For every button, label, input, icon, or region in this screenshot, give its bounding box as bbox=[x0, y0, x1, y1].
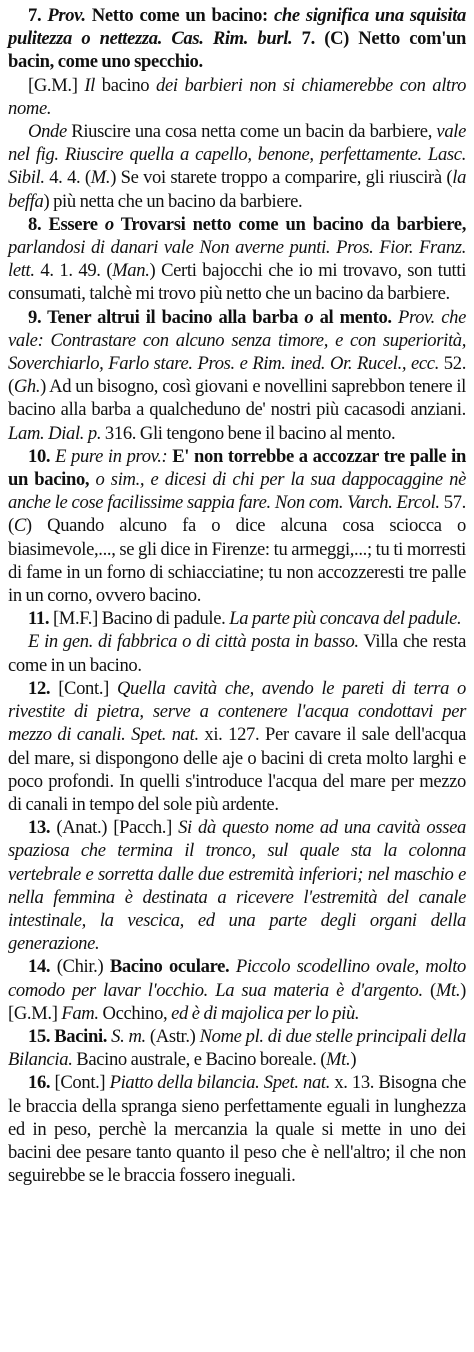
entry-text-run: Il bbox=[84, 74, 95, 96]
entry-text-run: 7. bbox=[28, 5, 48, 26]
entry-text-run: o sim., e dicesi di chi per la sua dappocaggine nè anche le cose facilissime sappia fare. Non com. Varch. Ercol. bbox=[8, 469, 466, 514]
dictionary-entry bbox=[8, 955, 466, 1025]
entry-text-run: bacino bbox=[95, 74, 157, 96]
entry-text-run: [M.F.] Bacino di padule. bbox=[49, 608, 230, 630]
entry-text-run: E' non torrebbe a accozzar tre palle in un bacino, bbox=[8, 445, 466, 491]
entry-text-run: Bacino oculare. bbox=[109, 956, 236, 978]
dictionary-entry bbox=[8, 607, 466, 630]
dictionary-entry bbox=[8, 816, 466, 955]
entry-text-run: ed è di majolica per lo più. bbox=[171, 1002, 360, 1024]
entry-text-run: Quella cavità che, avendo le pareti di terra o rivestite di pietra, serve a contenere l'acqua condottavi per mezzo di canali. Spet. nat. bbox=[8, 677, 466, 746]
entry-text-run: 7. (C) bbox=[292, 28, 349, 50]
entry-text-run: Fam. bbox=[61, 1002, 99, 1024]
entry-text-run: Onde bbox=[28, 121, 67, 143]
dictionary-entry bbox=[8, 1025, 466, 1071]
entry-text-run: Mt. bbox=[435, 979, 461, 1001]
entry-text-run: Prov. bbox=[47, 5, 86, 26]
entry-text-run: 12. bbox=[28, 677, 51, 699]
entry-text-run: Occhino, bbox=[98, 1002, 172, 1024]
entry-text-run: Piccolo scodellino ovale, molto comodo per lavar l'occhio. La sua materia è d'argento. bbox=[8, 956, 466, 1001]
entry-text-run: ) Se voi starete troppo a comparire, gli riuscirà ( bbox=[110, 167, 453, 189]
dictionary-entry bbox=[8, 74, 466, 120]
entry-text-run: ) Certi bajocchi che io mi trovavo, son tutti consumati, talchè mi trovo più netto che un bacino da barbiere. bbox=[8, 260, 467, 305]
entry-text-run: ) Ad un bisogno, così giovani e novellini saprebbon tenere il bacino alla barba a qualcheduno de' nostri più cacasodi anziani. bbox=[8, 376, 466, 421]
entry-text-run: 52. ( bbox=[8, 353, 466, 398]
entry-text-run: Bacino australe, e Bacino boreale. ( bbox=[72, 1049, 327, 1071]
entry-text-run: vale nel fig. Riuscire quella a capello, benone, perfettamente. Lasc. Sibil. bbox=[8, 121, 466, 189]
entry-text-run: ) Quando alcuno fa o dice alcuna cosa sciocca o biasimevole,..., se gli dice in Firenze: tu armeggi,...; tu ti morresti di fame in un forno di schiacciatine; tu non accozzeresti tre palle in un corno, ovvero bacino. bbox=[8, 515, 466, 607]
entry-text-run: o bbox=[304, 306, 314, 328]
entry-text-run: parlandosi di danari vale Non averne punti. Pros. Fior. Franz. lett. bbox=[8, 237, 466, 282]
entry-text-run: o bbox=[104, 213, 114, 235]
entry-text-run: Lam. Dial. p. bbox=[8, 422, 102, 444]
dictionary-entry bbox=[8, 120, 466, 213]
dictionary-entry bbox=[8, 630, 466, 676]
entry-text-run: E in gen. di fabbrica o di città posta in basso. bbox=[28, 631, 359, 653]
entry-text-run: 16. bbox=[28, 1072, 51, 1094]
entry-text-run: 4. 1. 49. ( bbox=[34, 260, 113, 282]
entry-text-run: La parte più concava del padule. bbox=[229, 608, 462, 630]
entry-text-run: E pure in prov.: bbox=[55, 445, 168, 467]
entry-text-run: (Astr.) bbox=[145, 1025, 200, 1047]
entry-text-run: ) bbox=[350, 1049, 357, 1071]
entry-text-run: 13. bbox=[28, 817, 51, 839]
entry-text-run: ( bbox=[422, 979, 436, 1001]
dictionary-entry bbox=[8, 213, 466, 306]
entry-text-run: 8. Essere bbox=[28, 213, 105, 235]
entry-text-run: dei barbieri non si chiamerebbe con altro nome. bbox=[8, 74, 467, 119]
entry-text-run: al mento. bbox=[313, 306, 398, 328]
entry-text-run: 316. Gli tengono bene il bacino al mento. bbox=[101, 422, 396, 444]
entry-text-run: Villa che resta come in un bacino. bbox=[8, 631, 466, 676]
entry-text-run: 9. Tener altrui il bacino alla barba bbox=[28, 306, 305, 328]
dictionary-entry bbox=[8, 4, 466, 74]
entry-text-run: Nome pl. di due stelle principali della Bilancia. bbox=[8, 1025, 466, 1071]
entry-text-run: M. bbox=[90, 167, 111, 189]
dictionary-entry bbox=[8, 1071, 466, 1187]
entry-text-run: 4. 4. ( bbox=[44, 167, 91, 189]
entry-text-run: x. 13. Bisogna che le braccia della spranga sieno perfettamente eguali in lunghezza ed in peso, perchè la mercanzia la quale si mette in uno dei bacini dee pesare tanto quanto il peso che è nell'altro; il che non seguirebbe se le braccia fossero ineguali. bbox=[8, 1072, 466, 1187]
entry-text-run: (Anat.) [Pacch.] bbox=[50, 817, 179, 839]
entry-text-run: 15. Bacini. bbox=[28, 1025, 112, 1047]
entry-text-run: C bbox=[13, 515, 26, 537]
dictionary-entry bbox=[8, 677, 466, 816]
entry-text-run: la beffa bbox=[8, 167, 467, 212]
entry-text-run: Prov. che vale: Contrastare con alcuno senza timore, e con superiorità, Soverchiarlo, Farlo stare. Pros. e Rim. ined. Or. Rucel., ecc. bbox=[8, 306, 466, 375]
entry-text-run: che significa una squisita pulitezza o nettezza. Cas. Rim. burl. bbox=[8, 5, 466, 50]
entry-text-run: [G.M.] bbox=[28, 74, 85, 96]
entry-text-run: Piatto della bilancia. Spet. nat. bbox=[109, 1072, 331, 1094]
entry-text-run: xi. 127. Per cavare il sale dell'acqua del mare, si dispongono delle aje o bacini di creta molto larghi e poco profondi. In quelli s'introduce l'acqua del mare per mezzo di canali in tempo del sole più ardente. bbox=[8, 724, 467, 815]
entry-text-run: ) [G.M.] bbox=[8, 979, 466, 1024]
entry-text-run: Gh. bbox=[13, 376, 41, 398]
entry-text-run: [Cont.] bbox=[50, 1072, 110, 1094]
entry-text-run: ) più netta che un bacino da barbiere. bbox=[43, 190, 303, 212]
entry-text-run: 14. bbox=[28, 956, 51, 978]
entry-text-run: 10. bbox=[28, 445, 56, 467]
dictionary-entry bbox=[8, 306, 466, 445]
entry-text-run: Trovarsi netto come un bacino da barbiere, bbox=[113, 213, 466, 235]
entry-text-run: [Cont.] bbox=[50, 677, 117, 699]
entry-text-run: 11. bbox=[28, 608, 50, 630]
entry-text-run: S. m. bbox=[111, 1025, 146, 1047]
entry-text-run: Man. bbox=[112, 260, 150, 282]
entry-text-run: Netto com'un bacin, come uno specchio. bbox=[8, 28, 466, 73]
entry-text-run: (Chir.) bbox=[50, 956, 110, 978]
entry-text-run: 57. ( bbox=[8, 492, 466, 537]
dictionary-entry bbox=[8, 445, 466, 607]
entry-text-run: Riuscire una cosa netta come un bacin da barbiere, bbox=[66, 121, 437, 143]
entry-text-run: Mt. bbox=[326, 1049, 351, 1071]
entry-text-run: Si dà questo nome ad una cavità ossea spaziosa che termina il tronco, sul quale sta la colonna vertebrale e sorretta dalle due estremità inferiori; nel maschio e nella femmina è destinata a ricevere l'estremità del canale intestinale, la vescica, ed una parte degli organi della generazione. bbox=[8, 817, 466, 955]
entry-text-run: Netto come un bacino: bbox=[85, 5, 274, 26]
